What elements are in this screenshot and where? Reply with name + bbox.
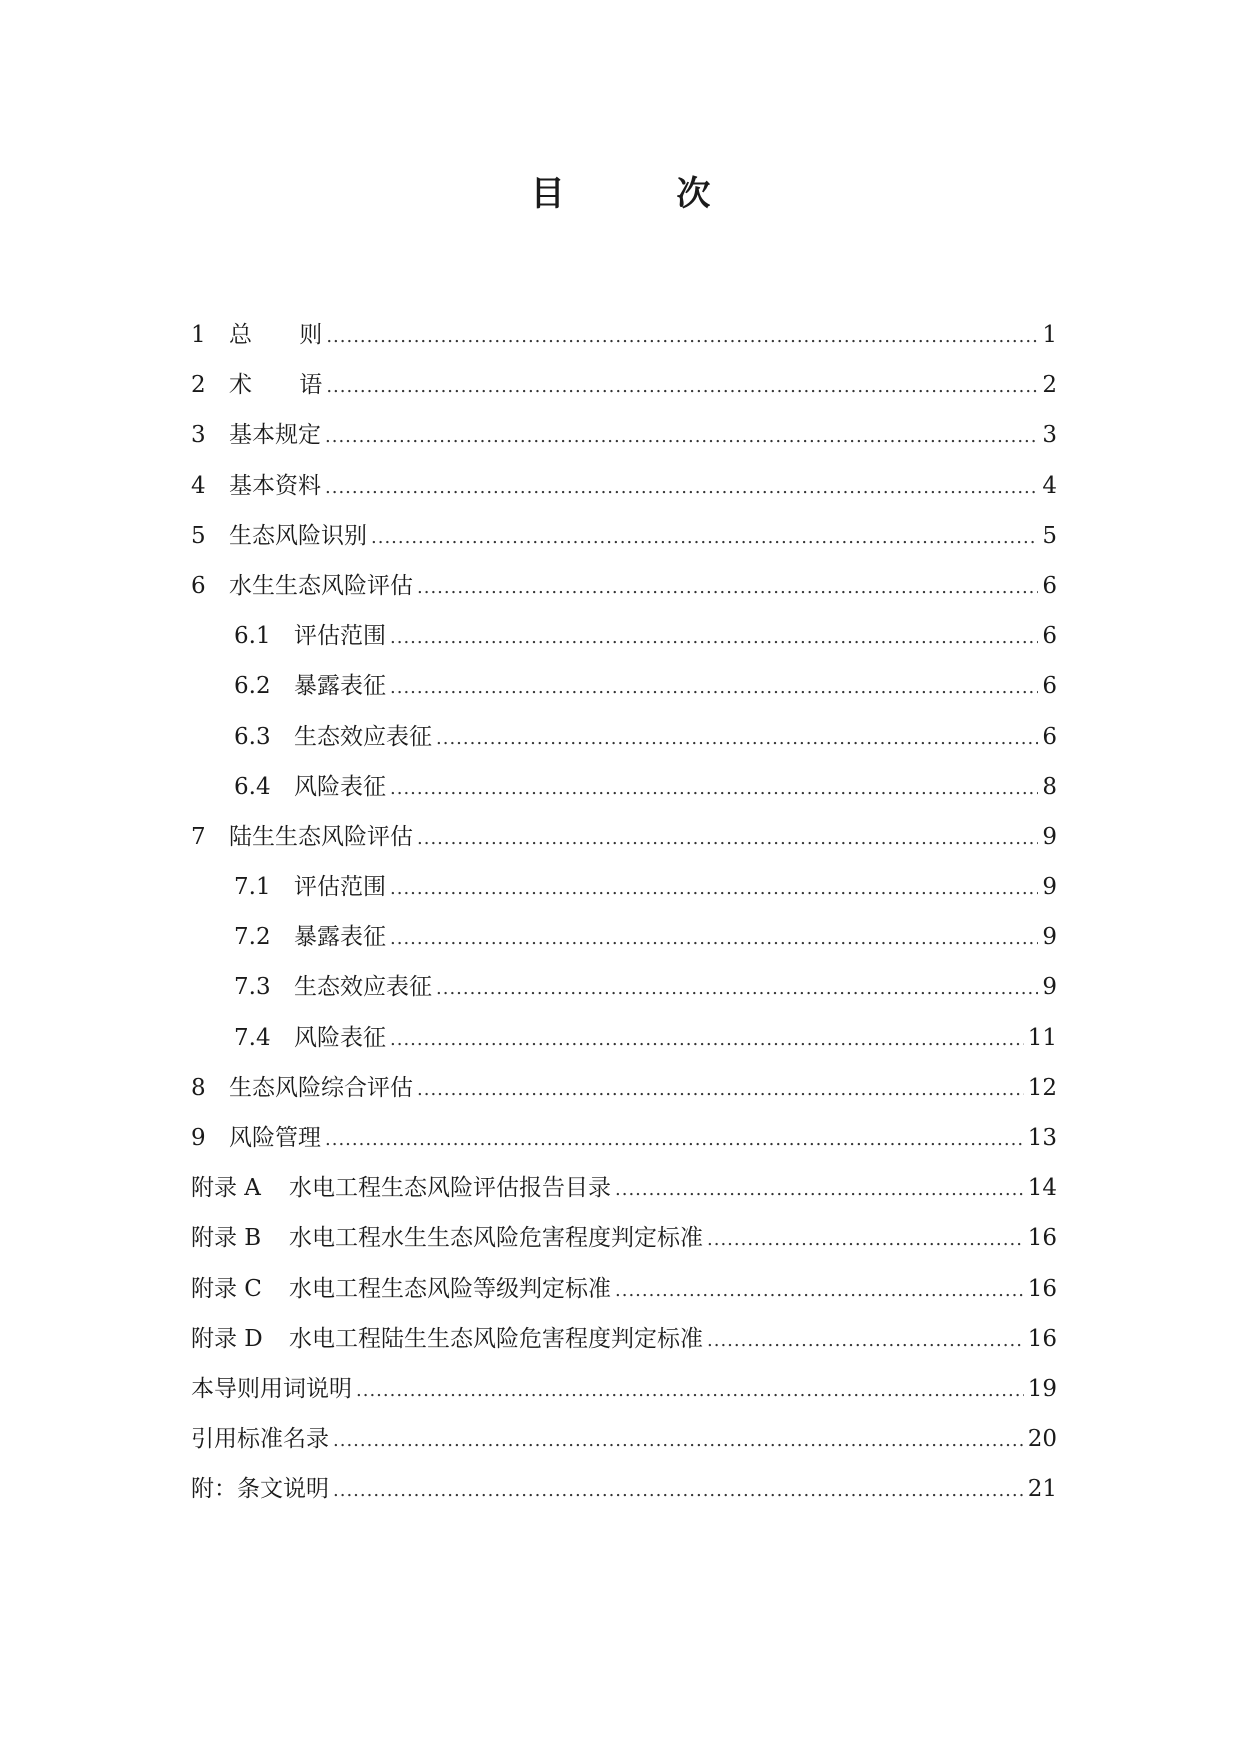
toc-entry-title: 风险管理	[229, 1125, 321, 1151]
toc-entry-title: 风险表征	[294, 773, 386, 800]
toc-entry-page: 9	[1042, 974, 1057, 1001]
toc-entry-page: 16	[1027, 1275, 1057, 1302]
toc-leader-dots	[390, 1025, 1024, 1055]
toc-entry-page: 4	[1042, 472, 1057, 499]
toc-entry[interactable]	[191, 772, 1057, 822]
toc-entry-number: 6.1	[234, 623, 271, 650]
toc-entry-number: 5	[191, 522, 206, 549]
toc-entry-title: 风险表征	[294, 1024, 386, 1051]
toc-entry-title: 评估范围	[294, 874, 386, 901]
toc-entry-appendix[interactable]	[191, 1223, 1057, 1273]
toc-entry-page: 6	[1042, 572, 1057, 599]
toc-entry-title: 本导则用词说明	[191, 1375, 352, 1402]
toc-entry-page: 8	[1042, 773, 1057, 800]
toc-entry-page: 14	[1027, 1175, 1057, 1202]
toc-entry-page: 21	[1027, 1476, 1057, 1503]
toc-entry[interactable]	[191, 671, 1057, 721]
toc-entry[interactable]	[191, 922, 1057, 972]
toc-entry-number: 7.1	[234, 874, 271, 901]
toc-entry-number: 4	[191, 472, 206, 499]
toc-entry-number: 8	[191, 1074, 206, 1101]
table-of-contents	[191, 320, 1057, 1525]
toc-leader-dots	[417, 824, 1038, 854]
toc-leader-dots	[615, 1175, 1024, 1205]
toc-entry[interactable]	[191, 972, 1057, 1022]
toc-entry-page: 16	[1027, 1225, 1057, 1252]
toc-leader-dots	[436, 974, 1038, 1004]
toc-entry-appendix[interactable]	[191, 1173, 1057, 1223]
toc-entry-page: 5	[1042, 522, 1057, 549]
toc-entry[interactable]	[191, 471, 1057, 521]
toc-entry-number: 7.3	[234, 974, 271, 1001]
toc-leader-dots	[436, 724, 1038, 754]
toc-entry-title: 基本资料	[229, 472, 321, 499]
toc-leader-dots	[325, 422, 1038, 452]
toc-entry-page: 9	[1042, 874, 1057, 901]
toc-leader-dots	[325, 1125, 1024, 1155]
toc-entry-title: 基本规定	[229, 422, 321, 449]
toc-leader-dots	[707, 1225, 1024, 1255]
toc-leader-dots	[417, 573, 1038, 603]
toc-entry-title: 总 则	[229, 322, 323, 348]
toc-entry-number: 7	[191, 823, 206, 850]
toc-entry-page: 13	[1027, 1125, 1057, 1151]
toc-leader-dots	[371, 523, 1038, 553]
toc-entry[interactable]	[191, 621, 1057, 671]
toc-entry-number: 6.2	[234, 673, 271, 700]
toc-leader-dots	[417, 1075, 1024, 1105]
toc-entry-page: 16	[1027, 1325, 1057, 1352]
toc-entry-number: 附录 A	[191, 1175, 261, 1202]
toc-entry[interactable]	[191, 370, 1057, 420]
toc-entry-page: 20	[1027, 1426, 1057, 1453]
toc-entry-title: 水电工程生态风险评估报告目录	[289, 1175, 611, 1202]
toc-entry[interactable]	[191, 420, 1057, 470]
toc-entry-number: 6	[191, 572, 206, 599]
toc-entry-title: 水电工程陆生生态风险危害程度判定标准	[289, 1325, 703, 1352]
toc-entry[interactable]	[191, 1374, 1057, 1424]
toc-entry-appendix[interactable]	[191, 1274, 1057, 1324]
toc-entry-page: 11	[1027, 1024, 1057, 1051]
toc-entry-title: 水电工程生态风险等级判定标准	[289, 1275, 611, 1302]
toc-entry[interactable]	[191, 320, 1057, 370]
toc-entry[interactable]	[191, 1123, 1057, 1173]
toc-leader-dots	[326, 322, 1038, 352]
toc-entry-title: 暴露表征	[294, 673, 386, 700]
toc-entry-page: 6	[1042, 723, 1057, 750]
toc-entry[interactable]	[191, 1023, 1057, 1073]
toc-entry[interactable]	[191, 1424, 1057, 1474]
toc-leader-dots	[325, 473, 1038, 503]
toc-leader-dots	[390, 924, 1038, 954]
toc-entry-title: 水电工程水生生态风险危害程度判定标准	[289, 1225, 703, 1252]
toc-entry-title: 水生生态风险评估	[229, 572, 413, 599]
toc-entry-title: 附：条文说明	[191, 1476, 329, 1503]
toc-entry-title: 生态效应表征	[294, 974, 432, 1001]
toc-entry-title: 术 语	[229, 372, 323, 399]
toc-entry[interactable]	[191, 822, 1057, 872]
toc-entry-title: 生态效应表征	[294, 723, 432, 750]
toc-entry-title: 评估范围	[294, 623, 386, 650]
toc-leader-dots	[707, 1326, 1024, 1356]
toc-entry-page: 1	[1042, 322, 1057, 348]
toc-entry[interactable]	[191, 521, 1057, 571]
toc-entry-number: 6.3	[234, 723, 271, 750]
toc-entry-number: 附录 C	[191, 1275, 262, 1302]
toc-entry-number: 7.2	[234, 924, 271, 951]
toc-entry-title: 陆生生态风险评估	[229, 823, 413, 850]
toc-entry[interactable]	[191, 872, 1057, 922]
toc-entry-number: 6.4	[234, 773, 271, 800]
toc-leader-dots	[390, 774, 1038, 804]
toc-leader-dots	[390, 673, 1038, 703]
toc-entry-page: 9	[1042, 924, 1057, 951]
toc-entry-number: 7.4	[234, 1024, 271, 1051]
toc-entry-page: 9	[1042, 823, 1057, 850]
toc-entry-number: 1	[191, 322, 206, 348]
toc-leader-dots	[356, 1376, 1024, 1406]
toc-entry-page: 6	[1042, 623, 1057, 650]
toc-leader-dots	[390, 623, 1038, 653]
toc-entry-appendix[interactable]	[191, 1324, 1057, 1374]
toc-entry-title: 暴露表征	[294, 924, 386, 951]
toc-entry-title: 生态风险识别	[229, 522, 367, 549]
toc-entry[interactable]	[191, 722, 1057, 772]
toc-entry[interactable]	[191, 571, 1057, 621]
toc-leader-dots	[333, 1476, 1024, 1506]
toc-entry-page: 19	[1027, 1375, 1057, 1402]
toc-entry-page: 12	[1027, 1074, 1057, 1101]
toc-leader-dots	[333, 1426, 1024, 1456]
toc-leader-dots	[326, 372, 1038, 402]
toc-leader-dots	[390, 874, 1038, 904]
toc-entry-page: 6	[1042, 673, 1057, 700]
page-title: 目 次	[530, 174, 761, 214]
toc-entry-title: 生态风险综合评估	[229, 1074, 413, 1101]
toc-entry-title: 引用标准名录	[191, 1426, 329, 1453]
toc-entry-page: 2	[1042, 372, 1057, 399]
toc-entry-number: 3	[191, 422, 206, 449]
toc-entry-number: 附录 D	[191, 1325, 263, 1352]
toc-entry-page: 3	[1042, 422, 1057, 449]
toc-entry-number: 2	[191, 372, 206, 399]
toc-entry-number: 9	[191, 1125, 206, 1151]
toc-entry-number: 附录 B	[191, 1225, 262, 1252]
toc-entry[interactable]	[191, 1073, 1057, 1123]
toc-entry[interactable]	[191, 1474, 1057, 1524]
toc-leader-dots	[615, 1276, 1024, 1306]
